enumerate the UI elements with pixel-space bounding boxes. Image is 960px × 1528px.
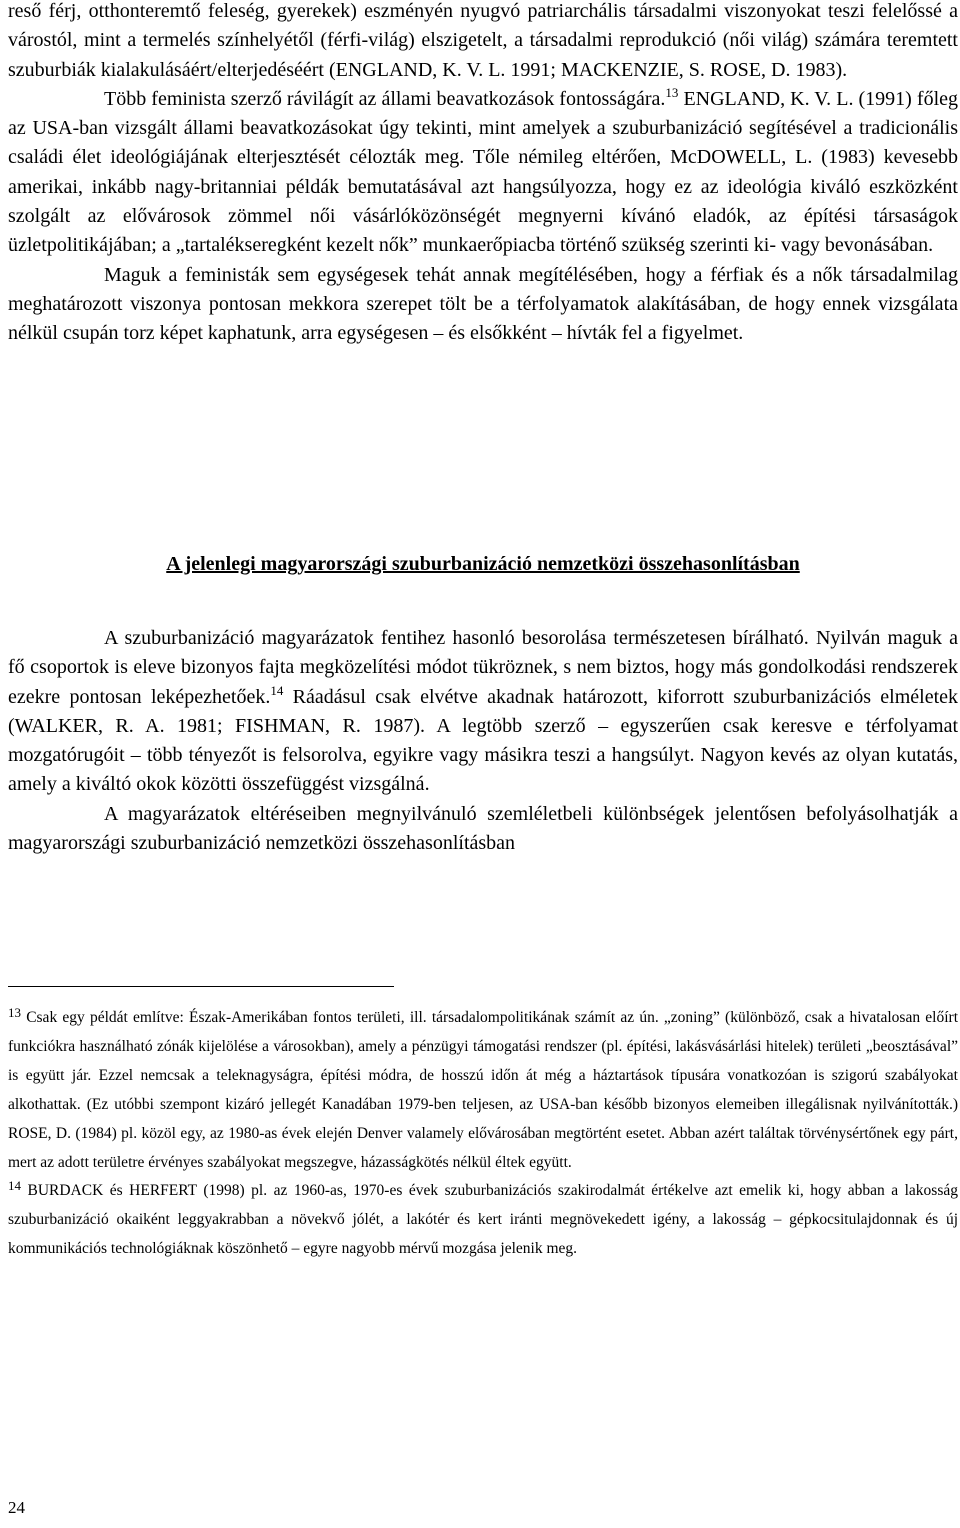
footnote-separator	[8, 986, 394, 987]
page-number: 24	[8, 1498, 25, 1517]
paragraph-2	[8, 85, 958, 261]
footnote-13	[8, 1004, 958, 1177]
section-paragraph-1	[8, 624, 958, 800]
footnote-ref-13[interactable]: 13	[665, 84, 679, 100]
section-paragraph-1-rest: Ráadásul csak elvétve akadnak határozott, kiforrott szuburbanizációs elméletek (WALKER, R. A. 1981; FISHMAN, R. 1987). A legtöbb szerző – egyszerűen csak keresve e térfolyamat mozgatórugóit – több tényezőt is felsorolva, egyikre vagy másikra teszi a hangsúlyt. Nagyon kevés az olyan kutatás, amely a kiváltó okok közötti összefüggést vizsgálná.	[8, 685, 959, 796]
footnote-14-number: 14	[8, 1178, 21, 1194]
footnote-ref-14[interactable]: 14	[270, 682, 284, 698]
body-text-section	[8, 624, 958, 858]
footnote-14-text: BURDACK és HERFERT (1998) pl. az 1960-as, 1970-es évek szuburbanizációs szakirodalmát értékelve azt emelik ki, hogy abban a lakosság szuburbanizáció okaiként leggyakrabban a növekvő jólét, a lakótér és kert iránti megnövekedett igény, a lakosság – gépkocsitulajdonnak és új kommunikációs technológiáknak köszönhető – egyre nagyobb mérvű mozgása jelenik meg.	[8, 1182, 958, 1258]
body-text-top	[8, 0, 958, 349]
footnote-13-number: 13	[8, 1005, 21, 1020]
section-paragraph-1-text: A szuburbanizáció magyarázatok fentihez hasonló besorolása természetesen bírálható. Nyilván maguk a fő csoportok is eleve bizonyos fajta megközelítési módot tükröznek, s nem biztos, hogy más gondolkodási rendszerek ezekre pontosan leképezhetőek.	[8, 627, 958, 708]
paragraph-2-rest: ENGLAND, K. V. L. (1991) főleg az USA-ban vizsgált állami beavatkozásokat úgy tekinti, mint amelyek a szuburbanizáció segítésével a tradicionális családi élet ideológiájának elterjesztését célozták meg. Tőle némileg eltérően, McDOWELL, L. (1983) kevesebb amerikai, inkább nagy-britanniai példák bemutatásával azt hangsúlyozza, hogy ez az ideológia kiváló eszközként szolgált az elővárosok zömmel női vásárlóközönségét megnyerni kívánó eladók, az építési társaságok üzletpolitikájában; a „tartalékseregként kezelt nők” munkaerőpiacba történő szükség szerinti ki- vagy bevonásában.	[8, 87, 959, 257]
section-heading: A jelenlegi magyarországi szuburbanizáció nemzetközi összehasonlításban	[166, 553, 800, 575]
paragraph-2-text: Több feminista szerző rávilágít az állami beavatkozások fontosságára.	[104, 87, 666, 110]
footnote-13-text: Csak egy példát említve: Észak-Amerikában fontos területi, ill. társadalompolitikának számít az ún. „zoning” (különböző, csak a hivatalosan előírt funkciókra használható zónák kijelölése a városokban), amely a pénzügyi támogatási rendszer (pl. építési, lakásvásárlási hitelek) területi „beosztásával” is együtt jár. Ezzel nemcsak a teleknagyságra, építési módra, de hosszú időn át még a háztartások típusára vonatkozóan is szigorú szabályokat alkothattak. (Ez utóbbi szempont kizáró jellegét Kanadában 1979-ben teljesen, az USA-ban később bizonyos elemeiben illegálisnak nyilvánították.) ROSE, D. (1984) pl. közöl egy, az 1980-as évek elején Denver valamely elővárosában megtörtént esetet. Abban azért találtak törvénysértőnek egy párt, mert az adott területre érvényes szabályokat megszegve, házasságkötés nélkül éltek együtt.	[8, 1009, 958, 1171]
footnote-14	[8, 1177, 958, 1264]
paragraph-3: Maguk a feministák sem egységesek tehát annak megítélésében, hogy a férfiak és a nők társadalmilag meghatározott viszonya pontosan mekkora szerepet tölt be a térfolyamatok alakításában, de hogy ennek vizsgálata nélkül csupán torz képet kaphatunk, arra egységesen – és elsőkként – hívták fel a figyelmet.	[8, 263, 958, 345]
section-paragraph-2: A magyarázatok eltéréseiben megnyilvánuló szemléletbeli különbségek jelentősen befolyásolhatják a magyarországi szuburbanizáció nemzetközi összehasonlításban	[8, 802, 958, 855]
paragraph-1: reső férj, otthonteremtő feleség, gyerekek) eszményén nyugvó patriarchális társadalmi viszonyokat teszi felelőssé a várostól, mint a termelés színhelyétől (férfi-világ) elszigetelt, a társadalmi reprodukció (női világ) számára teremtett szuburbiák kialakulásáért/elterjedéséért (ENGLAND, K. V. L. 1991; MACKENZIE, S. ROSE, D. 1983).	[8, 0, 958, 81]
footnotes	[8, 1004, 958, 1264]
